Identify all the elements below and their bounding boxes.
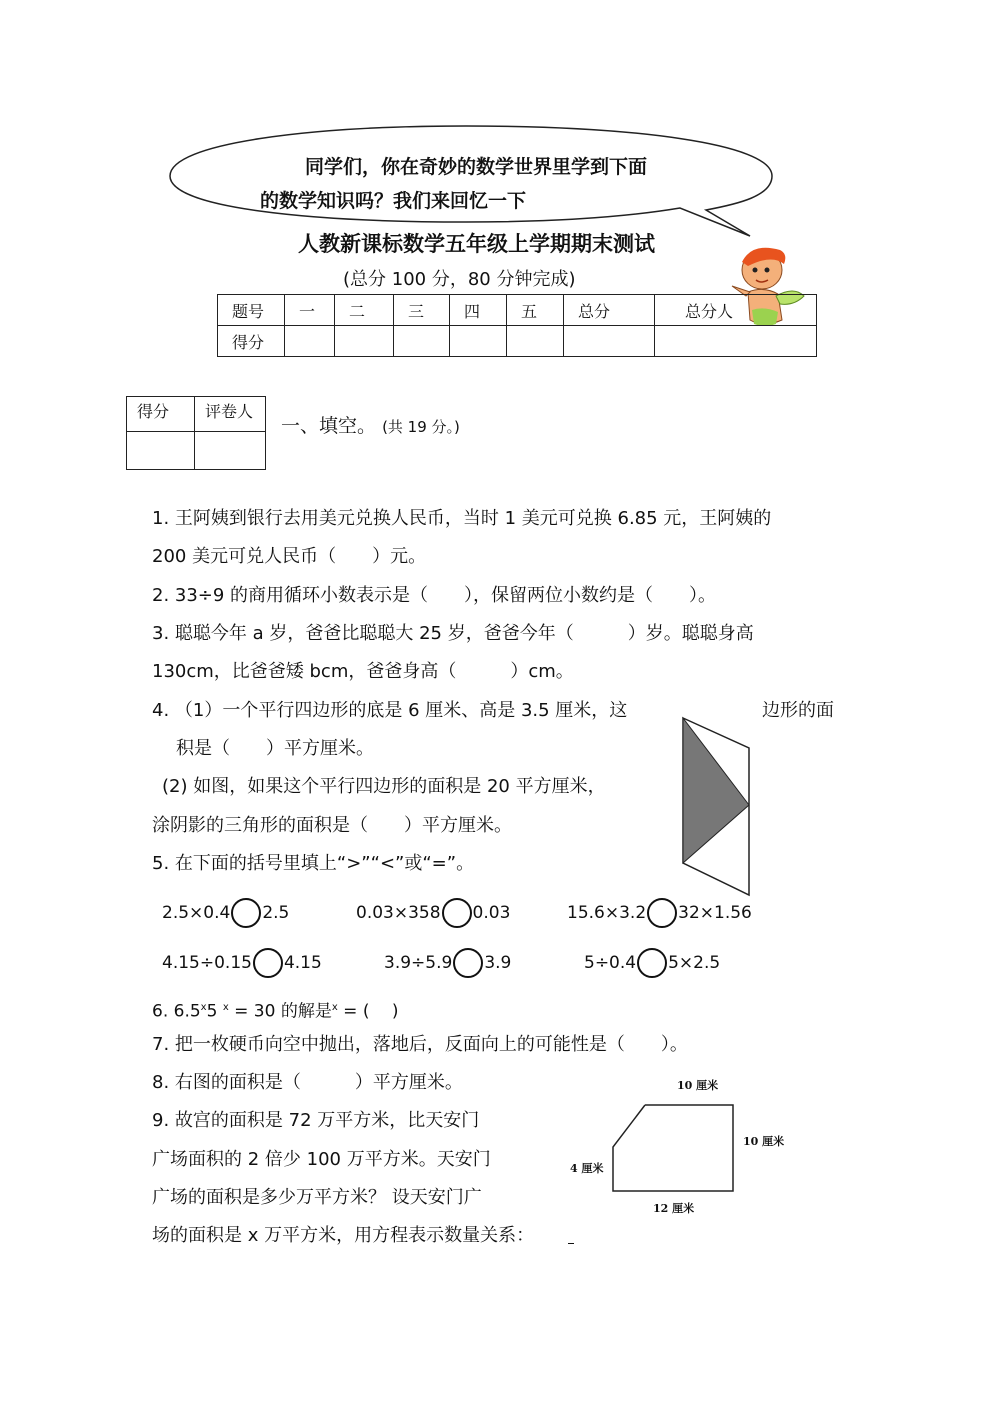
question-8: 8. 右图的面积是（ ）平方厘米。 xyxy=(152,1072,463,1093)
compare-right: 4.15 xyxy=(283,953,322,973)
score-cell-empty[interactable] xyxy=(450,326,507,357)
figure-label-bottom: 12 厘米 xyxy=(653,1202,695,1215)
compare-circle[interactable] xyxy=(231,898,261,928)
answer-blank[interactable] xyxy=(568,1243,574,1244)
figure-label-right: 10 厘米 xyxy=(743,1135,785,1148)
compare-right: 3.9 xyxy=(484,953,512,973)
grader-table xyxy=(126,396,266,470)
question-9-line-1: 9. 故宫的面积是 72 万平方米，比天安门 xyxy=(152,1110,480,1131)
compare-right: 5×2.5 xyxy=(668,953,721,973)
score-cell-h7: 总分 xyxy=(564,295,655,326)
score-cell-empty[interactable] xyxy=(655,326,817,357)
q6-part-d: = ( ) xyxy=(343,1001,399,1022)
grader-score-label: 得分 xyxy=(127,397,195,432)
compare-left: 2.5×0.4 xyxy=(162,903,231,923)
question-4-line-2: 积是（ ）平方厘米。 xyxy=(176,738,374,759)
score-cell-h8: 总分人 xyxy=(655,295,817,326)
score-cell-label: 得分 xyxy=(218,326,285,357)
compare-1-3 xyxy=(567,898,752,928)
score-cell-empty[interactable] xyxy=(507,326,564,357)
compare-left: 4.15÷0.15 xyxy=(162,953,252,973)
question-9-line-4: 场的面积是 x 万平方米，用方程表示数量关系： xyxy=(152,1225,535,1246)
grader-score-cell[interactable] xyxy=(127,432,195,470)
question-1-line-2: 200 美元可兑人民币（ ）元。 xyxy=(152,546,427,567)
score-cell-h5: 四 xyxy=(450,295,507,326)
compare-right: 2.5 xyxy=(262,903,290,923)
question-3-line-1: 3. 聪聪今年 a 岁，爸爸比聪聪大 25 岁，爸爸今年（ ）岁。聪聪身高 xyxy=(152,623,754,644)
score-cell-empty[interactable] xyxy=(394,326,450,357)
compare-1-1 xyxy=(162,898,289,928)
figure-label-top: 10 厘米 xyxy=(677,1079,719,1092)
score-cell-h4: 三 xyxy=(394,295,450,326)
page-title: 人教新课标数学五年级上学期期末测试 xyxy=(298,232,655,256)
question-4-line-1-left: 4. （1）一个平行四边形的底是 6 厘米、高是 3.5 厘米，这 xyxy=(152,700,628,721)
compare-1-2 xyxy=(356,898,510,928)
q6-var-1: x xyxy=(200,1002,207,1013)
question-4-line-4: 涂阴影的三角形的面积是（ ）平方厘米。 xyxy=(152,815,512,836)
question-1-line-1: 1. 王阿姨到银行去用美元兑换人民币，当时 1 美元可兑换 6.85 元，王阿姨的 xyxy=(152,508,772,529)
question-7: 7. 把一枚硬币向空中抛出，落地后，反面向上的可能性是（ ）。 xyxy=(152,1034,688,1055)
question-4-line-3: (2) 如图，如果这个平行四边形的面积是 20 平方厘米， xyxy=(162,776,606,797)
section-1-heading xyxy=(281,411,460,438)
grader-name-label: 评卷人 xyxy=(195,397,266,432)
score-table-wrap xyxy=(217,294,775,358)
compare-left: 5÷0.4 xyxy=(584,953,637,973)
question-9-line-2: 广场面积的 2 倍少 100 万平方米。天安门 xyxy=(152,1149,491,1170)
compare-2-2 xyxy=(384,948,511,978)
score-cell-h1: 题号 xyxy=(218,295,285,326)
compare-circle[interactable] xyxy=(453,948,483,978)
q6-var-2: x xyxy=(222,1002,229,1013)
score-cell-empty[interactable] xyxy=(564,326,655,357)
question-3-line-2: 130cm，比爸爸矮 bcm，爸爸身高（ ）cm。 xyxy=(152,661,574,682)
compare-circle[interactable] xyxy=(442,898,472,928)
score-cell-empty[interactable] xyxy=(285,326,335,357)
page-subtitle: (总分 100 分，80 分钟完成) xyxy=(343,269,576,290)
section-1-title: 一、填空。 xyxy=(281,415,377,437)
q6-var-3: x xyxy=(331,1002,338,1013)
q6-part-a: 6. 6.5 xyxy=(152,1001,201,1022)
compare-left: 3.9÷5.9 xyxy=(384,953,453,973)
speech-bubble xyxy=(160,118,810,243)
compare-left: 15.6×3.2 xyxy=(567,903,647,923)
compare-left: 0.03×358 xyxy=(356,903,441,923)
question-4-line-1-right: 边形的面 xyxy=(762,700,834,721)
compare-2-1 xyxy=(162,948,322,978)
bubble-line-2: 的数学知识吗？我们来回忆一下 xyxy=(260,190,527,212)
q6-part-b: 5 xyxy=(206,1001,218,1022)
section-1-points: (共 19 分。) xyxy=(382,418,460,436)
question-6 xyxy=(152,989,399,1031)
score-cell-h2: 一 xyxy=(285,295,335,326)
bubble-line-2-clip xyxy=(260,186,560,212)
compare-circle[interactable] xyxy=(647,898,677,928)
figure-label-left: 4 厘米 xyxy=(570,1162,604,1175)
score-cell-empty[interactable] xyxy=(335,326,394,357)
score-table xyxy=(217,294,817,357)
compare-circle[interactable] xyxy=(253,948,283,978)
compare-right: 32×1.56 xyxy=(678,903,752,923)
score-cell-h3: 二 xyxy=(335,295,394,326)
question-9-line-3: 广场的面积是多少万平方米？ 设天安门广 xyxy=(152,1187,482,1208)
question-5: 5. 在下面的括号里填上“>”“<”或“=”。 xyxy=(152,853,475,874)
grader-name-cell[interactable] xyxy=(195,432,266,470)
q6-part-c: = 30 的解是 xyxy=(234,1001,332,1022)
parallelogram-figure xyxy=(680,715,755,900)
area-figure xyxy=(610,1102,736,1194)
compare-2-3 xyxy=(584,948,720,978)
question-2: 2. 33÷9 的商用循环小数表示是（ ），保留两位小数约是（ ）。 xyxy=(152,585,717,606)
score-cell-h6: 五 xyxy=(507,295,564,326)
compare-circle[interactable] xyxy=(637,948,667,978)
compare-right: 0.03 xyxy=(472,903,511,923)
bubble-line-1: 同学们，你在奇妙的数学世界里学到下面 xyxy=(305,156,648,178)
